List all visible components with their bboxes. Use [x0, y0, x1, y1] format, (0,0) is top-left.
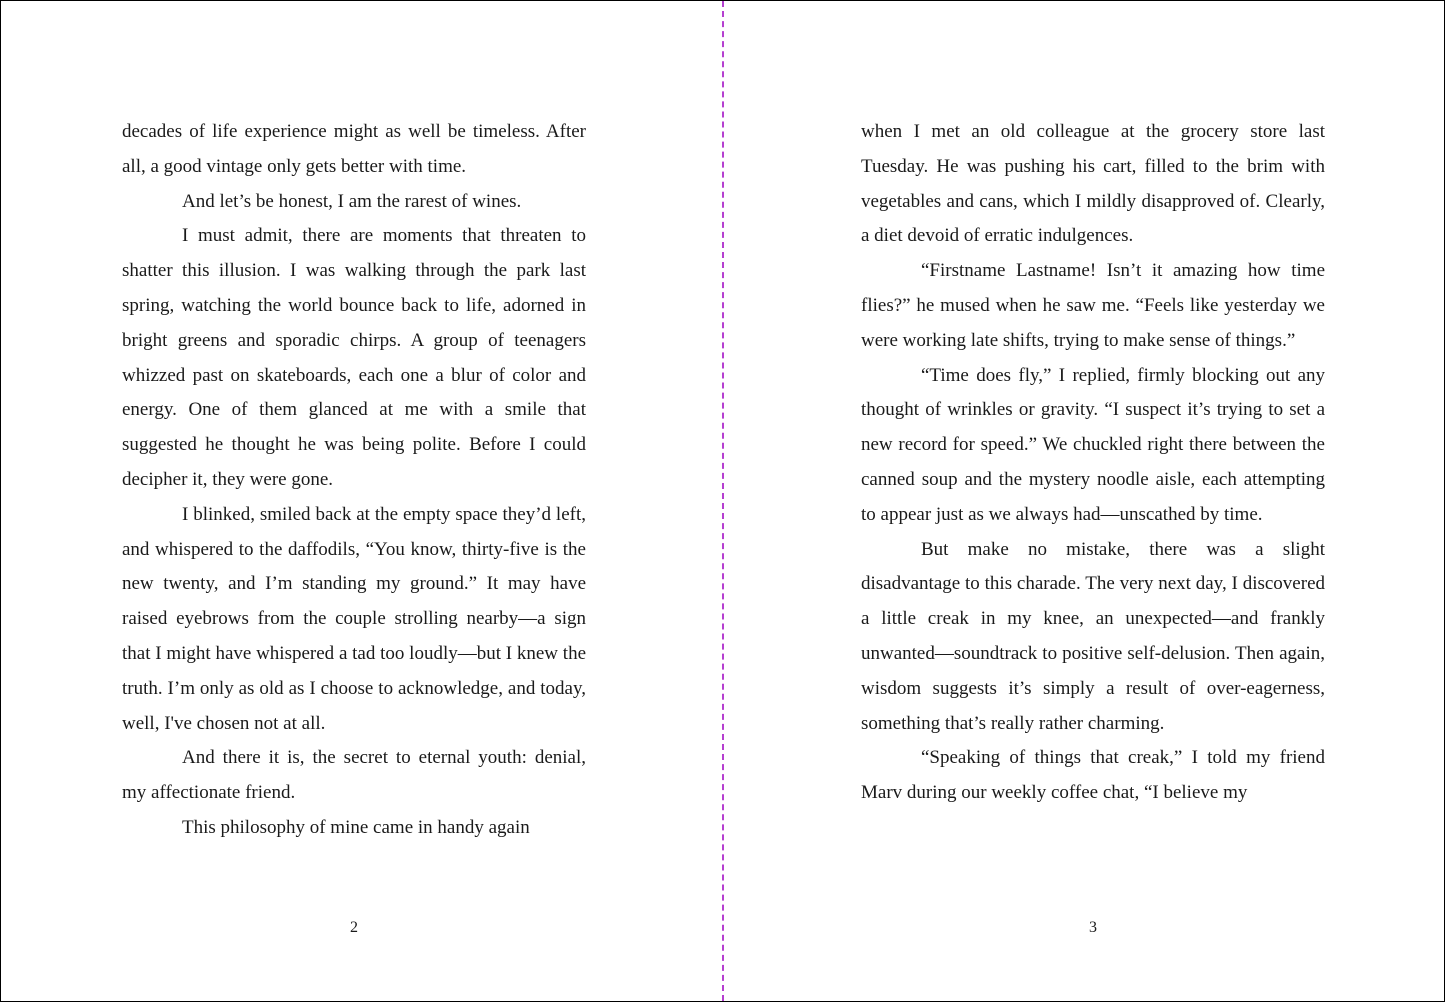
paragraph: And there it is, the secret to eternal youth: denial, my affectionate friend. — [122, 747, 586, 804]
paragraph: decades of life experience might as well be timeless. After all, a good vintage only gets better with time. — [122, 121, 586, 177]
paragraph: I must admit, there are moments that threaten to shatter this illusion. I was walking through the park last spring, watching the world bounce back to life, adorned in bright greens and sporadic chirps. A group of teenagers whizzed past on skateboards, each one a blur of color and energy. One of them glanced at me with a smile that suggested he thought he was being polite. Before I could decipher it, they were gone. — [122, 225, 586, 490]
paragraph: “Firstname Lastname! Isn’t it amazing how time flies?” he mused when he saw me. “Feels like yesterday we were working late shifts, trying to make sense of things.” — [861, 260, 1325, 351]
right-page — [723, 1, 1444, 1001]
paragraph: This philosophy of mine came in handy again — [182, 816, 530, 838]
left-page-text — [122, 115, 586, 846]
page-number: 2 — [350, 919, 358, 936]
left-page — [1, 1, 722, 1001]
right-page-text — [861, 115, 1325, 811]
paragraph: But make no mistake, there was a slight disadvantage to this charade. The very next day, I discovered a little creak in my knee, an unexpected—and frankly unwanted—soundtrack to positive self-delusion. Then again, wisdom suggests it’s simply a result of over-eagerness, something that’s really rather charming. — [861, 538, 1325, 734]
page-number: 3 — [1089, 919, 1097, 936]
paragraph: “Time does fly,” I replied, firmly blocking out any thought of wrinkles or gravity. “I suspect it’s trying to set a new record for speed.” We chuckled right there between the canned soup and the mystery noodle aisle, each attempting to appear just as we always had—unscathed by time. — [861, 364, 1325, 525]
paragraph: “Speaking of things that creak,” I told my friend Marv during our weekly coffee chat, “I believe my — [861, 747, 1325, 804]
paragraph: when I met an old colleague at the grocery store last Tuesday. He was pushing his cart, filled to the brim with vegetables and cans, which I mildly disapproved of. Clearly, a diet devoid of erratic indulgences. — [861, 121, 1325, 247]
paragraph: I blinked, smiled back at the empty space they’d left, and whispered to the daffodils, “You know, thirty-five is the new twenty, and I’m standing my ground.” It may have raised eyebrows from the couple strolling nearby—a sign that I might have whispered a tad too loudly—but I knew the truth. I’m only as old as I choose to acknowledge, and today, well, I've chosen not at all. — [122, 503, 586, 734]
paragraph: And let’s be honest, I am the rarest of wines. — [182, 190, 522, 212]
